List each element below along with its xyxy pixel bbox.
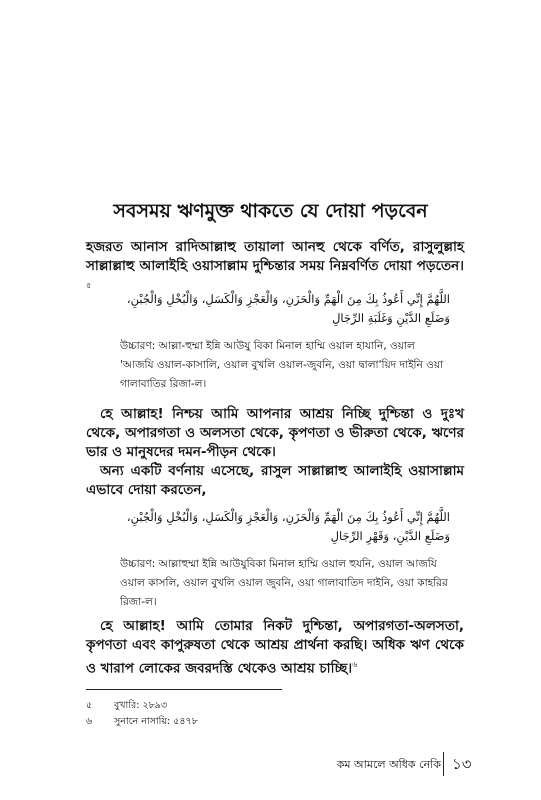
dua2-arabic-line2: وَضَلَعِ الدَّيْنِ، وَقَهْرِ الرِّجَالِ bbox=[330, 529, 450, 543]
intro-text: হজরত আনাস রাদিআল্লাহু তায়ালা আনহু থেকে বর্ণিত, রাসুলুল্লাহ সাল্লাল্লাহু আলাইহি ওয়াসাল্লাম দুশ্চিন্তার সময় নিম্নবর্ণিত দোয়া পড়তেন। bbox=[86, 239, 464, 274]
footnote-1 bbox=[86, 699, 167, 713]
dua2-pronunciation: উচ্চারণ: আল্লাহুম্মা ইন্নি আউযুবিকা মিনাল হাম্মি ওয়াল হুযনি, ওয়াল আজযি ওয়াল কাসলি, ওয়াল বুখলি ওয়াল জুবনি, ওয়া গালাবাতিদ দাইনি, ওয়া কাহরির রিজা-ল। bbox=[120, 558, 448, 608]
dua2-arabic-line1: اللَّهُمَّ إِنِّي أَعُوذُ بِكَ مِنَ الْهَمِّ وَالْحَزَنِ، وَالْعَجْزِ وَالْكَسَلِ، وَالْبُخْلِ وَالْجُبْنِ، bbox=[126, 510, 450, 524]
footnote-2 bbox=[86, 715, 198, 729]
dua1-meaning: হে আল্লাহ! নিশ্চয় আমি আপনার আশ্রয় নিচ্ছি দুশ্চিন্তা ও দুঃখ থেকে, অপারগতা ও অলসতা থেকে, কৃপণতা ও ভীরুতা থেকে, ঋণের ভার ও মানুষদের দমন-পীড়ন থেকে। bbox=[86, 406, 464, 460]
footnote-text: বুখারি: ২৮৯৩ bbox=[114, 700, 168, 711]
page-number: ১৩ bbox=[452, 755, 472, 773]
second-intro: অন্য একটি বর্ণনায় এসেছে, রাসুল সাল্লাল্লাহু আলাইহি ওয়াসাল্লাম এভাবে দোয়া করতেন, bbox=[86, 463, 464, 498]
dua1-arabic-line1: اللَّهُمَّ إِنِّي أَعُوذُ بِكَ مِنَ الْهَمِّ وَالْحَزَنِ، وَالْعَجْزِ وَالْكَسَلِ، وَالْبُخْلِ وَالْجُبْنِ، bbox=[126, 292, 450, 306]
dua1-pronunciation: উচ্চারণ: আল্লা-হুম্মা ইন্নি আউযু বিকা মিনাল হাম্মি ওয়াল হাযানি, ওয়াল 'আজযি ওয়াল-কাসালি, ওয়াল বুখলি ওয়াল-জুবনি, ওয়া দ্বালা'য়িদ দাইনি ওয়া গালাবাতির রিজা-ল। bbox=[120, 340, 444, 390]
footnote-divider bbox=[86, 689, 282, 690]
running-footer-title: কম আমলে অধিক নেকি bbox=[336, 758, 441, 771]
footnote-text: সুনানে নাসায়ি: ৫৪৭৮ bbox=[114, 716, 198, 727]
dua2-footnote-ref: ৬ bbox=[352, 660, 358, 669]
dua2-meaning: হে আল্লাহ! আমি তোমার নিকট দুশ্চিন্তা, অপারগতা-অলসতা, কৃপণতা এবং কাপুরুষতা থেকে আশ্রয় প্রার্থনা করছি। অধিক ঋণ থেকে ও খারাপ লোকের জবরদস্তি থেকেও আশ্রয় চাচ্ছি। bbox=[86, 618, 464, 677]
dua2-meaning-paragraph bbox=[86, 617, 464, 679]
footer-divider bbox=[443, 752, 444, 776]
page-title: সবসময় ঋণমুক্ত থাকতে যে দোয়া পড়বেন bbox=[113, 200, 428, 222]
intro-footnote-ref: ৫ bbox=[86, 281, 92, 290]
dua1-arabic-line2: وَضَلَعِ الدَّيْنِ وَغَلَبَةِ الرِّجَالِ bbox=[332, 311, 450, 325]
footnote-number: ৬ bbox=[86, 716, 93, 727]
footnote-number: ৫ bbox=[86, 700, 93, 711]
